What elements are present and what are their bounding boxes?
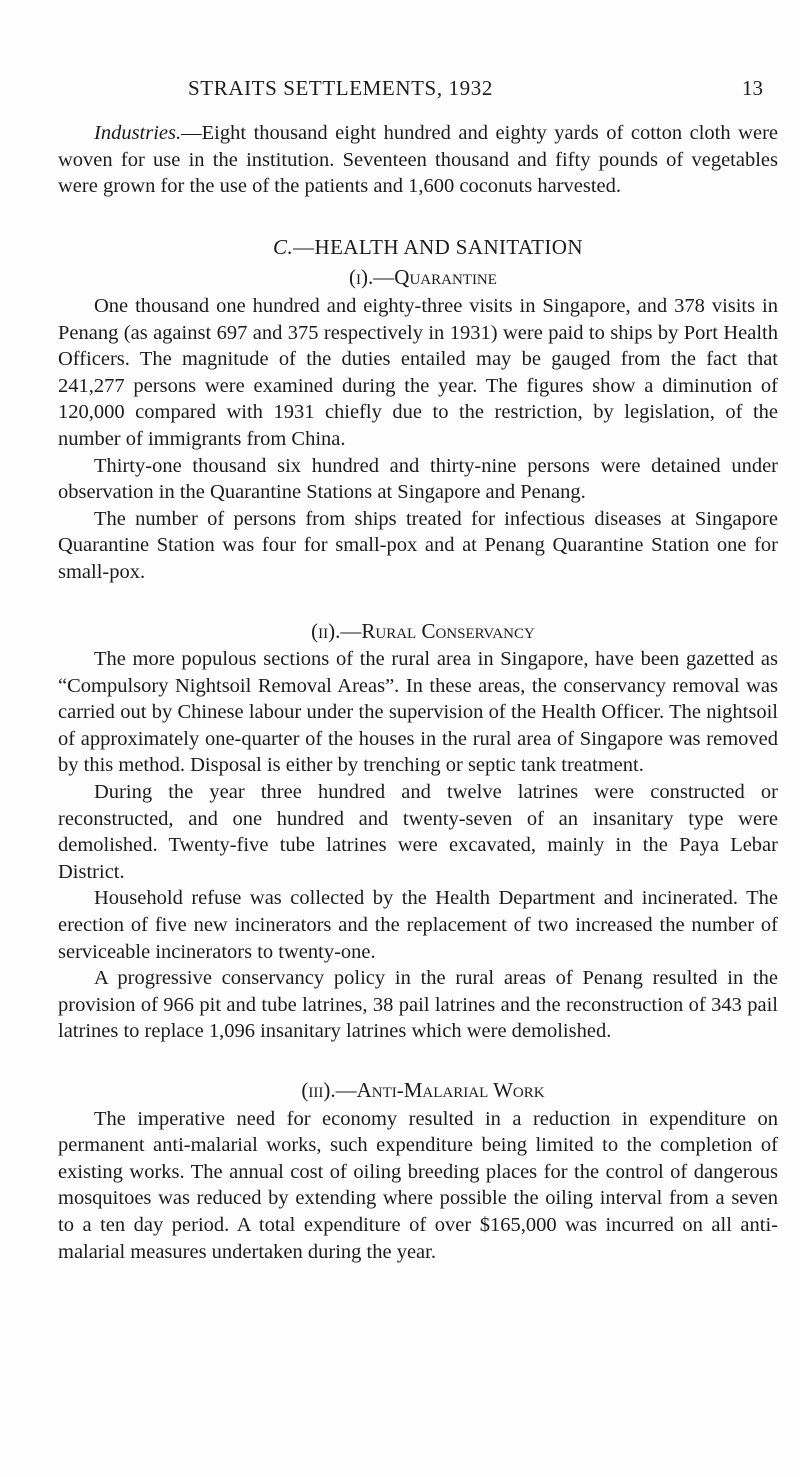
section-c-heading [58, 234, 778, 261]
running-head [0, 76, 800, 106]
rural-conservancy-paragraph-2: During the year three hundred and twelve latrines were constructed or reconstructed, and one hundred and twenty-seven of an insanitary type were demolished. Twenty-five tube latrines were excavated, mainly in the Paya Lebar District. [58, 781, 778, 883]
rural-conservancy-paragraph-1: The more populous sections of the rural area in Singapore, have been gazetted as “Compulsory Nightsoil Removal Areas”. In these areas, the conservancy removal was carried out by Chinese labour under the supervision of the Health Officer. The nightsoil of approximately one-quarter of the houses in the rural area of Singapore was removed by this method. Disposal is either by trenching or septic tank treatment. [58, 648, 778, 777]
industries-text: —Eight thousand eight hundred and eighty yards of cotton cloth were woven for use in the institution. Seventeen thousand and fifty pounds of vegetables were grown for the use of the patients and 1,600 coconuts harvested. [58, 122, 778, 198]
industries-paragraph [58, 120, 778, 200]
section-c-letter: C. [273, 234, 294, 259]
quarantine-paragraph-3: The number of persons from ships treated for infectious diseases at Singapore Quarantine Station was four for small-pox and at Penang Quarantine Station one for small-pox. [58, 507, 778, 583]
quarantine-heading: (i).—Quarantine [349, 265, 497, 290]
section-c-title: —HEALTH AND SANITATION [293, 234, 583, 259]
rural-conservancy-paragraph-4: A progressive conservancy policy in the rural areas of Penang resulted in the provision of 966 pit and tube latrines, 38 pail latrines and the reconstruction of 343 pail latrines to replace 1,096 insanitary latrines which were demolished. [58, 967, 778, 1043]
page-number: 13 [742, 76, 763, 100]
anti-malarial-paragraph-1: The imperative need for economy resulted in a reduction in expenditure on permanent anti-malarial works, such expenditure being limited to the completion of existing works. The annual cost of oiling breeding places for the control of dangerous mosquitoes was reduced by extending where possible the oiling interval from a seven to a ten day period. A total expenditure of over $165,000 was incurred on all anti-malarial measures undertaken during the year. [58, 1107, 778, 1263]
anti-malarial-heading: (iii).—Anti-Malarial Work [301, 1078, 545, 1102]
page-body [58, 120, 778, 1265]
industries-lead: Industries. [94, 122, 182, 144]
quarantine-paragraph-1: One thousand one hundred and eighty-three visits in Singapore, and 378 visits in Penang (as against 697 and 375 respectively in 1931) were paid to ships by Port Health Officers. The magnitude of the duties entailed may be gauged from the fact that 241,277 persons were examined during the year. The figures show a diminution of 120,000 compared with 1931 chiefly due to the restriction, by legislation, of the number of immigrants from China. [58, 294, 778, 450]
quarantine-paragraph-2: Thirty-one thousand six hundred and thirty-nine persons were detained under observation in the Quarantine Stations at Singapore and Penang. [58, 454, 778, 504]
rural-conservancy-heading: (ii).—Rural Conservancy [311, 618, 535, 643]
rural-conservancy-paragraph-3: Household refuse was collected by the Health Department and incinerated. The erection of five new incinerators and the replacement of two increased the number of serviceable incinerators to twenty-one. [58, 887, 778, 963]
running-head-title: STRAITS SETTLEMENTS, 1932 [188, 76, 493, 100]
